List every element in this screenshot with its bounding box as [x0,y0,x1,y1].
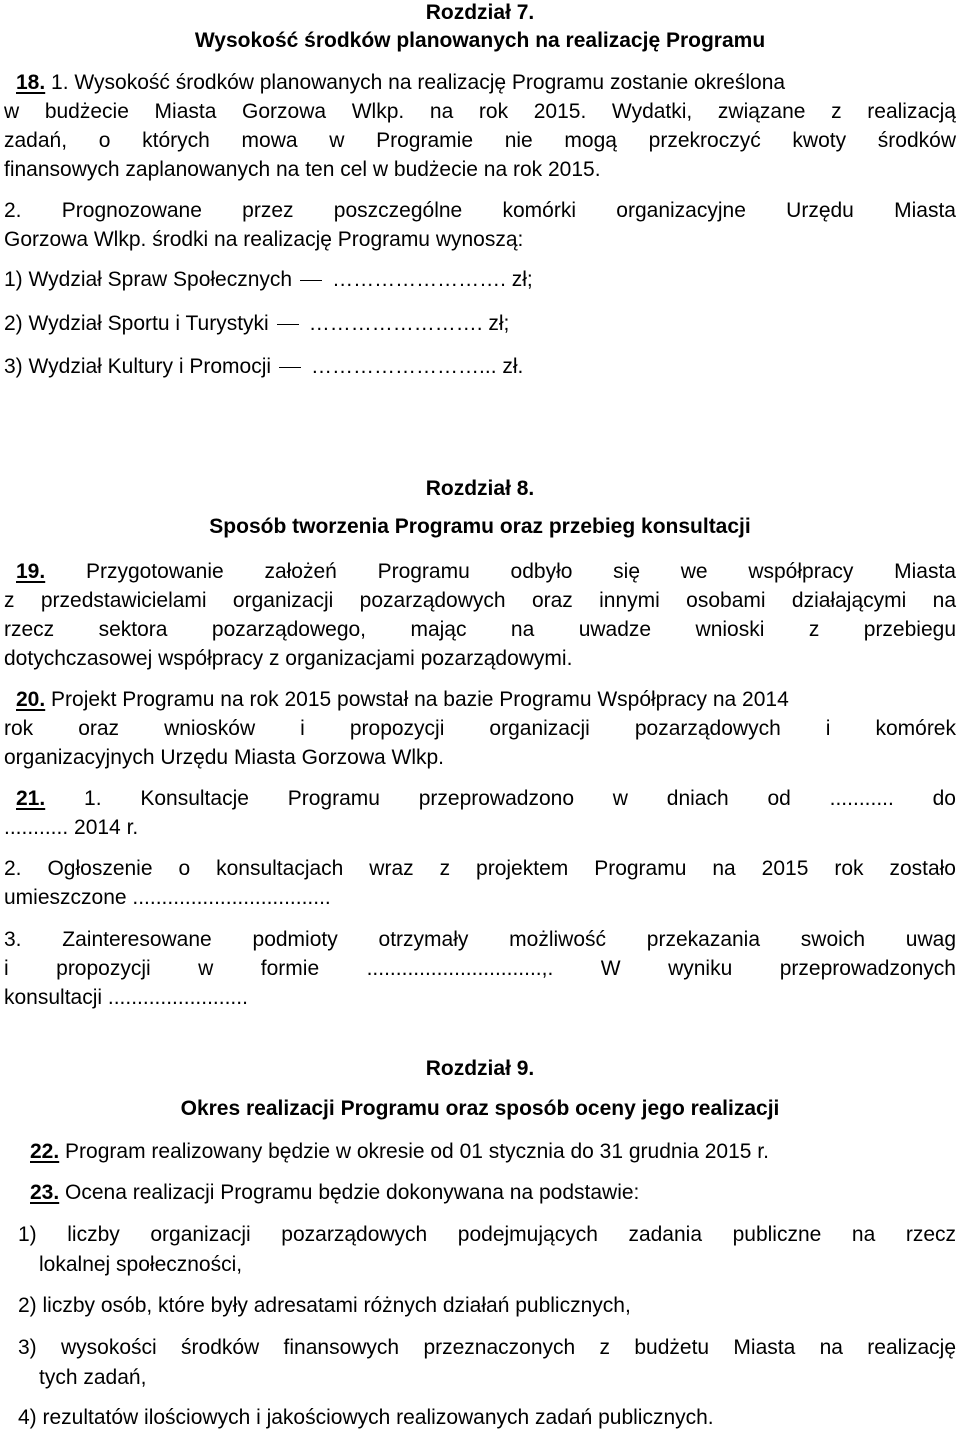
paragraph-19-line-1: 19. Przygotowanie założeń Programu odbyło się we współpracy Miasta [16,560,956,583]
paragraph-20-line-3: organizacyjnych Urzędu Miasta Gorzowa Wlkp. [4,746,444,769]
section-number-19: 19. [16,560,46,583]
paragraph-20-line-1: 20. Projekt Programu na rok 2015 powstał na bazie Programu Współpracy na 2014 [16,688,789,711]
evaluation-item-3-line-2: tych zadań, [39,1366,147,1389]
dash-icon [300,280,322,281]
paragraph-21-line-2: ........... 2014 r. [4,816,139,839]
paragraph-18-line-1: 18. 1. Wysokość środków planowanych na realizację Programu zostanie określona [16,71,786,94]
section-number-20: 20. [16,688,46,711]
paragraph-21-line-1: 21. 1. Konsultacje Programu przeprowadzono w dniach od ........... do [16,787,956,810]
chapter-9-subtitle: Okres realizacji Programu oraz sposób oceny jego realizacji [180,1097,780,1120]
evaluation-item-3-line-1: 3) wysokości środków finansowych przeznaczonych z budżetu Miasta na realizację [18,1336,956,1359]
evaluation-item-2: 2) liczby osób, które były adresatami różnych działań publicznych, [18,1294,631,1317]
paragraph-21-section-3-line-3: konsultacji ........................ [4,986,248,1009]
section-number-23: 23. [30,1181,60,1204]
paragraph-18-line-6: Gorzowa Wlkp. środki na realizację Programu wynoszą: [4,228,524,251]
section-number-18: 18. [16,71,46,94]
funding-item-1: 1) Wydział Spraw Społecznych ……………………. zł; [4,268,533,291]
paragraph-20-line-2: rok oraz wniosków i propozycji organizacji pozarządowych i komórek [4,717,956,740]
evaluation-item-4: 4) rezultatów ilościowych i jakościowych realizowanych zadań publicznych. [18,1406,714,1429]
dash-icon [279,367,301,368]
paragraph-18-line-4: finansowych zaplanowanych na ten cel w budżecie na rok 2015. [4,158,601,181]
chapter-9-title: Rozdział 9. [425,1057,535,1080]
paragraph-18-line-5: 2. Prognozowane przez poszczególne komórki organizacyjne Urzędu Miasta [4,199,956,222]
section-number-22: 22. [30,1140,60,1163]
section-number-21: 21. [16,787,46,810]
evaluation-item-1-line-1: 1) liczby organizacji pozarządowych podejmujących zadania publiczne na rzecz [18,1223,956,1246]
paragraph-21-section-2-line-2: umieszczone .................................. [4,886,331,909]
funding-item-2: 2) Wydział Sportu i Turystyki ……………………. zł; [4,312,510,335]
dash-icon [277,324,299,325]
paragraph-22: 22. Program realizowany będzie w okresie od 01 stycznia do 31 grudnia 2015 r. [30,1140,769,1163]
paragraph-19-line-4: dotychczasowej współpracy z organizacjami pozarządowymi. [4,647,573,670]
chapter-8-title: Rozdział 8. [425,477,535,500]
paragraph-18-line-3: zadań, o których mowa w Programie nie mogą przekroczyć kwoty środków [4,129,956,152]
funding-item-3: 3) Wydział Kultury i Promocji ……………………... zł. [4,355,524,378]
chapter-8-subtitle: Sposób tworzenia Programu oraz przebieg konsultacji [209,515,751,538]
paragraph-19-line-2: z przedstawicielami organizacji pozarządowych oraz innymi osobami działającymi na [4,589,956,612]
evaluation-item-1-line-2: lokalnej społeczności, [39,1253,243,1276]
chapter-7-subtitle: Wysokość środków planowanych na realizację Programu [194,29,766,52]
paragraph-23: 23. Ocena realizacji Programu będzie dokonywana na podstawie: [30,1181,640,1204]
paragraph-19-line-3: rzecz sektora pozarządowego, mając na uwadze wnioski z przebiegu [4,618,956,641]
paragraph-21-section-2-line-1: 2. Ogłoszenie o konsultacjach wraz z projektem Programu na 2015 rok zostało [4,857,956,880]
chapter-7-title: Rozdział 7. [425,1,535,24]
paragraph-21-section-3-line-1: 3. Zainteresowane podmioty otrzymały możliwość przekazania swoich uwag [4,928,956,951]
paragraph-21-section-3-line-2: i propozycji w formie ..............................,. W wyniku przeprowadzonych [4,957,956,980]
paragraph-18-line-2: w budżecie Miasta Gorzowa Wlkp. na rok 2015. Wydatki, związane z realizacją [4,100,956,123]
